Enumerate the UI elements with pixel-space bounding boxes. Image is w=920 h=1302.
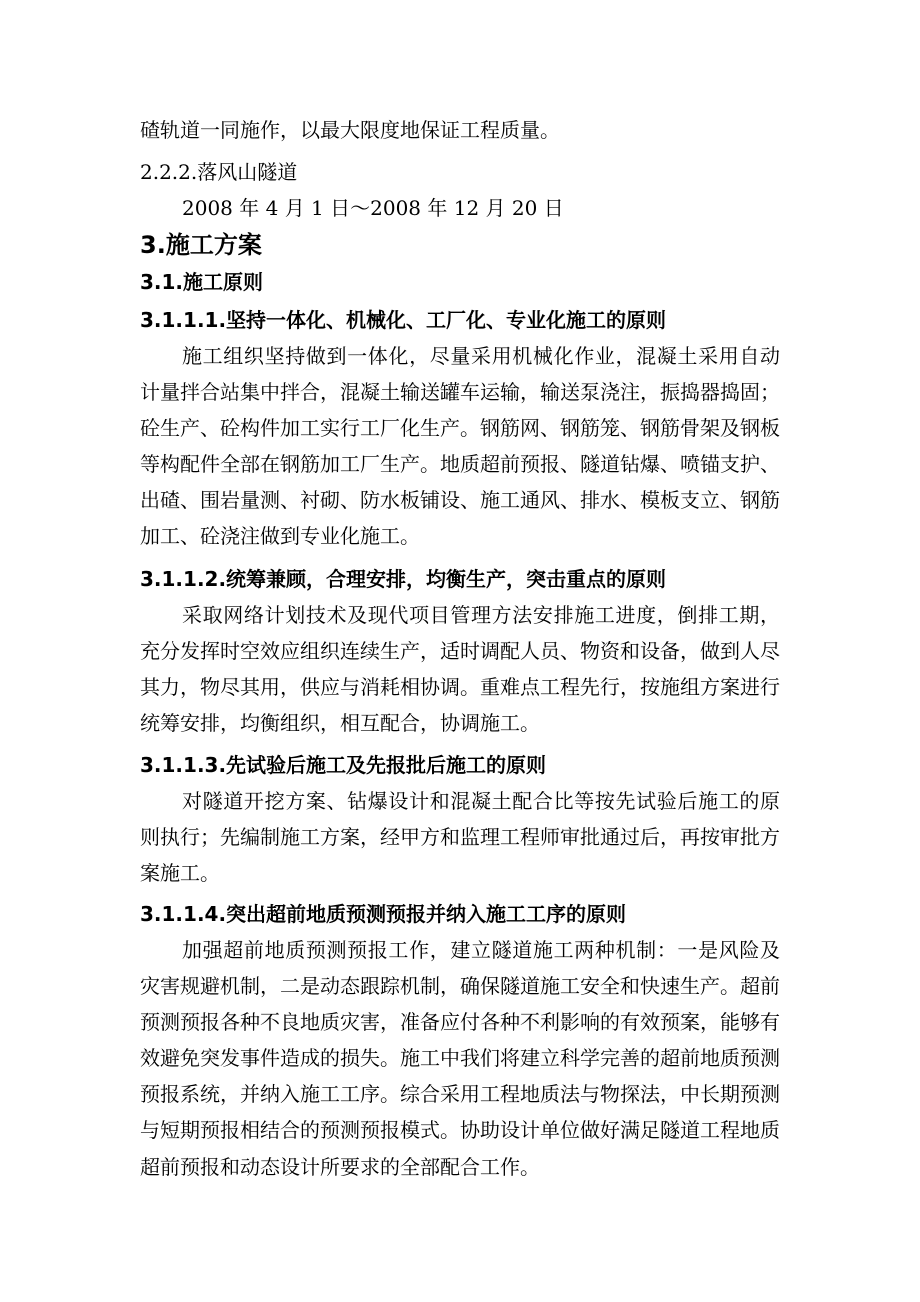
section-3-1-title: 3.1.施工原则 bbox=[140, 270, 264, 294]
section-3-1-1-2-title: 3.1.1.2.统筹兼顾，合理安排，均衡生产，突击重点的原则 bbox=[140, 567, 667, 591]
section-3-1-1-4-body: 加强超前地质预测预报工作，建立隧道施工两种机制：一是风险及灾害规避机制，二是动态跟踪机制，确保隧道施工安全和快速生产。超前预测预报各种不良地质灾害，准备应付各种不利影响的有效预案，能够有效避免突发事件造成的损失。施工中我们将建立科学完善的超前地质预测预报系统，并纳入施工工序。综合采用工程地质法与物探法，中长期预测与短期预报相结合的预测预报模式。协助设计单位做好满足隧道工程地质超前预报和动态设计所要求的全部配合工作。 bbox=[140, 938, 780, 1179]
section-3-1-1-3-title: 3.1.1.3.先试验后施工及先报批后施工的原则 bbox=[140, 753, 547, 777]
section-3-1-1-4-title: 3.1.1.4.突出超前地质预测预报并纳入施工工序的原则 bbox=[140, 902, 627, 926]
section-3-1-1-2-body: 采取网络计划技术及现代项目管理方法安排施工进度，倒排工期，充分发挥时空效应组织连续生产，适时调配人员、物资和设备，做到人尽其力，物尽其用，供应与消耗相协调。重难点工程先行，按施组方案进行统筹安排，均衡组织，相互配合，协调施工。 bbox=[140, 603, 780, 736]
section-2-2-2-dates: 2008 年 4 月 1 日～2008 年 12 月 20 日 bbox=[182, 196, 564, 220]
section-3-1-1-1-title: 3.1.1.1.坚持一体化、机械化、工厂化、专业化施工的原则 bbox=[140, 308, 667, 332]
section-3-title: 3.施工方案 bbox=[140, 231, 262, 259]
section-2-2-2-title: 2.2.2.落风山隧道 bbox=[140, 160, 298, 184]
section-3-1-1-1-body: 施工组织坚持做到一体化，尽量采用机械化作业，混凝土采用自动计量拌合站集中拌合，混凝土输送罐车运输，输送泵浇注，振捣器捣固；砼生产、砼构件加工实行工厂化生产。钢筋网、钢筋笼、钢筋骨架及钢板等构配件全部在钢筋加工厂生产。地质超前预报、隧道钻爆、喷锚支护、出碴、围岩量测、衬砌、防水板铺设、施工通风、排水、模板支立、钢筋加工、砼浇注做到专业化施工。 bbox=[140, 344, 780, 549]
continuation-text: 碴轨道一同施作，以最大限度地保证工程质量。 bbox=[140, 118, 560, 142]
section-3-1-1-3-body: 对隧道开挖方案、钻爆设计和混凝土配合比等按先试验后施工的原则执行；先编制施工方案，经甲方和监理工程师审批通过后，再按审批方案施工。 bbox=[140, 789, 780, 886]
